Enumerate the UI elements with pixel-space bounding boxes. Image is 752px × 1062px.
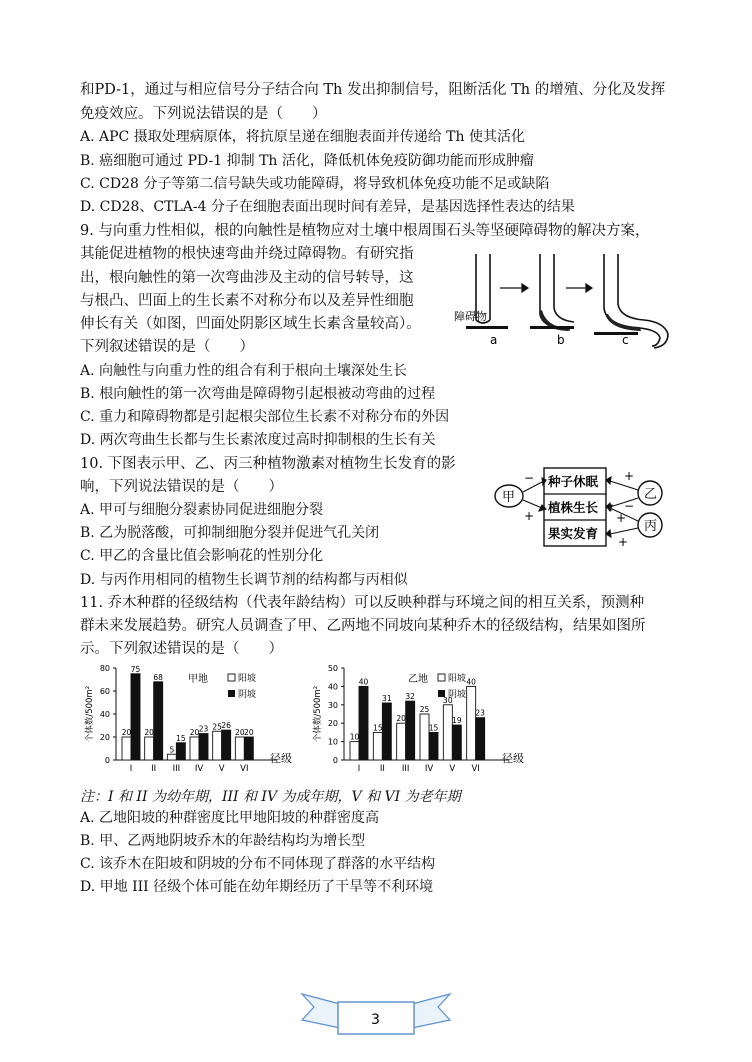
chart1-value-label: 23 bbox=[475, 708, 485, 718]
q8-line-2: 免疫效应。下列说法错误的是（ ） bbox=[80, 106, 327, 122]
chart1-xtick-label: I bbox=[357, 764, 361, 774]
q8-option-a: A. APC 摄取处理病原体，将抗原呈递在细胞表面并传递给 Th 使其活化 bbox=[80, 129, 525, 145]
chart1-legend-sunny: 阳坡 bbox=[448, 674, 467, 684]
chart0-bar-shady-III bbox=[176, 743, 185, 760]
q9-line-6: 下列叙述错误的是（ ） bbox=[80, 339, 254, 355]
chart0-value-label: 20 bbox=[244, 728, 254, 737]
chart0-xtick-label: I bbox=[129, 764, 133, 774]
hormone-bing: 丙 bbox=[644, 519, 658, 534]
chart0-legend-swatch-sunny bbox=[228, 674, 235, 681]
chart1-value-label: 32 bbox=[405, 692, 415, 702]
chart0-legend-swatch-shady bbox=[228, 690, 235, 697]
chart1-legend-swatch-sunny bbox=[438, 674, 445, 681]
chart1-value-label: 31 bbox=[382, 693, 392, 703]
chart0-value-label: 20 bbox=[121, 728, 132, 737]
chart0-bar-sunny-III bbox=[167, 754, 176, 760]
chart0-ytick-label: 60 bbox=[99, 687, 110, 696]
page-number: 3 bbox=[371, 1012, 380, 1028]
q10-option-c: C. 甲乙的含量比值会影响花的性别分化 bbox=[80, 548, 324, 564]
chart1-xtick-label: V bbox=[449, 764, 456, 774]
q11-note: 注：I 和 II 为幼年期，III 和 IV 为成年期，V 和 VI 为老年期 bbox=[80, 789, 461, 805]
obstacle-b bbox=[530, 326, 574, 329]
chart1-value-label: 19 bbox=[452, 716, 462, 726]
chart1-bar-sunny-IV bbox=[420, 714, 429, 760]
hormone-jia: 甲 bbox=[502, 490, 516, 505]
chart0-bar-shady-VI bbox=[244, 737, 253, 760]
chart1-bar-sunny-I bbox=[350, 742, 359, 760]
chart0-bar-sunny-II bbox=[145, 737, 154, 760]
chart1-value-label: 30 bbox=[443, 695, 453, 705]
q10-option-d: D. 与丙作用相同的植物生长调节剂的结构都与丙相似 bbox=[80, 572, 408, 588]
sign-bing-growth: + bbox=[616, 511, 627, 525]
chart1-value-label: 40 bbox=[466, 677, 476, 687]
chart1-bar-sunny-II bbox=[373, 732, 382, 760]
root-label-c: c bbox=[622, 333, 629, 347]
chart1-ytick-label: 40 bbox=[327, 682, 338, 692]
q8-option-b: B. 癌细胞可通过 PD-1 抑制 Th 活化，降低机体免疫防御功能而形成肿瘤 bbox=[80, 153, 534, 169]
chart1-xtick-label: IV bbox=[424, 764, 434, 774]
chart0-bar-sunny-I bbox=[122, 737, 131, 760]
chart1-legend-shady: 阴坡 bbox=[448, 690, 467, 700]
root-label-b: b bbox=[557, 333, 565, 347]
q9-line-1: 9. 与向重力性相似，根的向触性是植物应对土壤中根周围石头等坚硬障碍物的解决方案， bbox=[80, 223, 650, 239]
chart0-legend-sunny: 阳坡 bbox=[238, 674, 257, 684]
q10-option-b: B. 乙为脱落酸，可抑制细胞分裂并促进气孔关闭 bbox=[80, 525, 380, 541]
chart1-bar-shady-I bbox=[359, 686, 368, 760]
chart1-ytick-label: 50 bbox=[327, 664, 338, 673]
ribbon-left-tail bbox=[302, 994, 340, 1028]
chart0-ytick-label: 80 bbox=[99, 664, 110, 673]
q10-line-2: 响，下列说法错误的是（ ） bbox=[80, 479, 283, 495]
chart0-ytick-label: 0 bbox=[104, 756, 110, 765]
chart0-ylabel: 个体数/500m² bbox=[85, 685, 95, 743]
chart1-xtick-label: VI bbox=[471, 764, 480, 774]
q9-option-d: D. 两次弯曲生长都与生长素浓度过高时抑制根的生长有关 bbox=[80, 432, 436, 448]
chart1-bar-shady-V bbox=[452, 725, 461, 760]
chart1-ytick-label: 30 bbox=[327, 700, 338, 710]
effect-plant-growth: 植株生长 bbox=[548, 500, 599, 515]
q9-line-3: 出，根向触性的第一次弯曲涉及主动的信号转导，这 bbox=[80, 270, 414, 286]
chart1-ytick-label: 0 bbox=[332, 756, 338, 765]
chart0-bar-sunny-IV bbox=[190, 737, 199, 760]
chart1-value-label: 20 bbox=[396, 714, 406, 724]
q9-option-b: B. 根向触性的第一次弯曲是障碍物引起根被动弯曲的过程 bbox=[80, 386, 436, 402]
chart1-bar-sunny-V bbox=[443, 705, 452, 760]
chart1-bar-shady-II bbox=[382, 703, 391, 760]
chart0-bar-sunny-V bbox=[213, 731, 222, 760]
q9-line-4: 与根凸、凹面上的生长素不对称分布以及差异性细胞 bbox=[80, 293, 414, 309]
auxin-shade-c bbox=[605, 314, 641, 331]
chart0-xtick-label: VI bbox=[240, 764, 249, 774]
chart1-ytick-label: 20 bbox=[327, 719, 338, 729]
hormone-yi: 乙 bbox=[644, 487, 658, 502]
q9-option-c: C. 重力和障碍物都是引起根尖部位生长素不对称分布的外因 bbox=[80, 409, 450, 425]
chart0-value-label: 75 bbox=[130, 664, 141, 674]
chart0-legend-shady: 阴坡 bbox=[238, 690, 257, 700]
chart0-bar-shady-II bbox=[154, 682, 163, 760]
chart1-xlabel: 径级 bbox=[502, 752, 524, 765]
effect-fruit-development: 果实发育 bbox=[548, 526, 599, 541]
sign-yi-dormancy: + bbox=[624, 469, 635, 483]
q11-option-c: C. 该乔木在阳坡和阴坡的分布不同体现了群落的水平结构 bbox=[80, 856, 436, 872]
chart0-xtick-label: II bbox=[151, 764, 157, 774]
q11-option-d: D. 甲地 III 径级个体可能在幼年期经历了干旱等不利环境 bbox=[80, 879, 434, 895]
chart1-bar-sunny-III bbox=[397, 723, 406, 760]
chart0-bar-shady-I bbox=[131, 674, 140, 760]
q11-line-1: 11. 乔木种群的径级结构（代表年龄结构）可以反映种群与环境之间的相互关系，预测种 bbox=[80, 595, 645, 611]
chart0-value-label: 20 bbox=[144, 728, 154, 737]
chart0-xtick-label: V bbox=[218, 764, 225, 774]
q8-option-d: D. CD28、CTLA-4 分子在细胞表面出现时间有差异，是基因选择性表达的结果 bbox=[80, 199, 575, 215]
chart0-value-label: 20 bbox=[189, 728, 200, 737]
page-number-ribbon bbox=[298, 990, 454, 1038]
obstacle-c bbox=[594, 332, 638, 335]
chart1-xtick-label: III bbox=[401, 764, 410, 774]
chart0-value-label: 20 bbox=[235, 728, 245, 737]
q8-line-1: 和PD-1，通过与相应信号分子结合向 Th 发出抑制信号，阻断活化 Th 的增殖、分化及发挥 bbox=[80, 82, 666, 98]
sign-jia-growth: + bbox=[524, 509, 535, 523]
chart1-ylabel: 个体数/500m² bbox=[313, 685, 323, 743]
chart1-value-label: 15 bbox=[373, 723, 383, 733]
sign-jia-dormancy: − bbox=[524, 471, 535, 485]
chart1-value-label: 15 bbox=[428, 723, 439, 733]
chart0-bar-shady-IV bbox=[199, 734, 208, 760]
chart1-ytick-label: 10 bbox=[327, 737, 338, 747]
q10-line-1: 10. 下图表示甲、乙、丙三种植物激素对植物生长发育的影 bbox=[80, 456, 456, 472]
q11-option-b: B. 甲、乙两地阴坡乔木的年龄结构均为增长型 bbox=[80, 833, 366, 849]
chart1-value-label: 10 bbox=[349, 732, 360, 742]
chart0-ytick-label: 20 bbox=[99, 733, 110, 742]
chart0-xlabel: 径级 bbox=[270, 752, 292, 765]
q11-line-3: 示。下列叙述错误的是（ ） bbox=[80, 641, 283, 657]
chart0-value-label: 68 bbox=[153, 672, 163, 682]
chart0-ytick-label: 40 bbox=[99, 710, 110, 719]
chart1-bar-shady-IV bbox=[429, 732, 438, 760]
chart1-value-label: 40 bbox=[358, 677, 369, 687]
chart1-value-label: 25 bbox=[419, 705, 430, 714]
chart0-value-label: 26 bbox=[221, 721, 231, 731]
chart1-xtick-label: II bbox=[379, 764, 385, 774]
root-label-a: a bbox=[490, 333, 498, 347]
root-thigmotropism-figure bbox=[454, 248, 692, 350]
q9-line-2: 其能促进植物的根快速弯曲并绕过障碍物。有研究指 bbox=[80, 246, 414, 262]
chart1-title: 乙地 bbox=[408, 674, 428, 685]
chart0-value-label: 5 bbox=[169, 745, 175, 755]
hormone-diagram bbox=[488, 464, 678, 550]
q9-option-a: A. 向触性与向重力性的组合有利于根向土壤深处生长 bbox=[80, 363, 408, 379]
q11-line-2: 群未来发展趋势。研究人员调查了甲、乙两地不同坡向某种乔木的径级结构，结果如图所 bbox=[80, 618, 646, 634]
chart1-bar-sunny-VI bbox=[467, 686, 476, 760]
q10-option-a: A. 甲可与细胞分裂素协同促进细胞分裂 bbox=[80, 502, 324, 518]
obstacle-label: 障碍物 bbox=[454, 310, 487, 323]
chart0-xtick-label: III bbox=[172, 764, 181, 774]
chart1-bar-shady-III bbox=[406, 701, 415, 760]
q9-line-5: 伸长有关（如图，凹面处阴影区域生长素含量较高）。 bbox=[80, 316, 421, 332]
chart0-bar-shady-V bbox=[222, 730, 231, 760]
q8-option-c: C. CD28 分子等第二信号缺失或功能障碍，将导致机体免疫功能不足或缺陷 bbox=[80, 176, 550, 192]
chart1-bar-shady-VI bbox=[476, 718, 485, 760]
sign-bing-fruit: + bbox=[618, 535, 629, 549]
chart0-value-label: 23 bbox=[198, 724, 209, 734]
chart0-value-label: 15 bbox=[176, 733, 186, 743]
chart0-xtick-label: IV bbox=[194, 764, 204, 774]
effect-seed-dormancy: 种子休眠 bbox=[548, 474, 599, 489]
chart0-title: 甲地 bbox=[188, 674, 208, 685]
obstacle-a bbox=[466, 326, 508, 329]
q11-option-a: A. 乙地阳坡的种群密度比甲地阳坡的种群密度高 bbox=[80, 810, 380, 826]
ribbon-right-tail bbox=[412, 994, 450, 1028]
chart0-bar-sunny-VI bbox=[235, 737, 244, 760]
diameter-class-charts bbox=[78, 660, 538, 778]
sign-yi-growth: − bbox=[624, 499, 635, 513]
chart0-value-label: 25 bbox=[212, 722, 222, 732]
